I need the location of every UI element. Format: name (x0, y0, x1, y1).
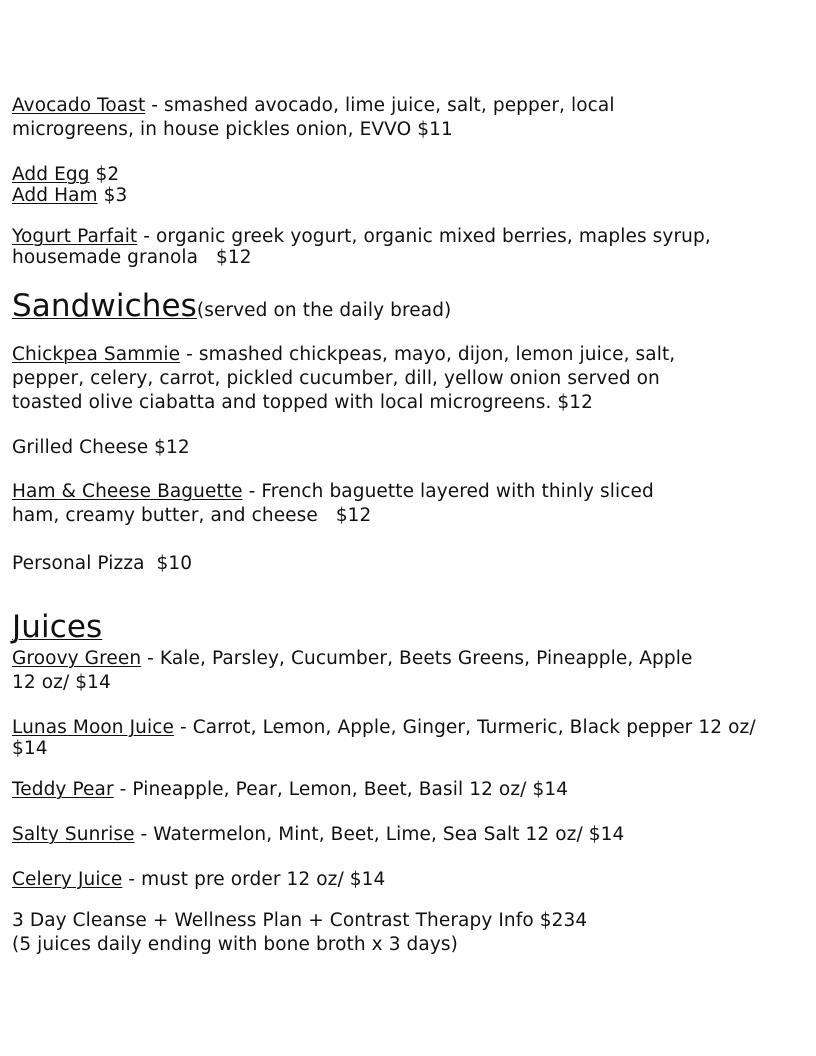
item-name: Avocado Toast (12, 95, 146, 116)
section-heading-juices (12, 610, 802, 644)
menu-item-salty-sunrise (12, 823, 802, 847)
menu-item-description-line: housemade granola $12 (12, 247, 252, 268)
menu-item-groovy-green (12, 647, 802, 671)
item-name: Lunas Moon Juice (12, 717, 174, 738)
menu-item-celery-juice (12, 868, 802, 892)
item-name: Ham & Cheese Baguette (12, 481, 243, 502)
menu-item-description-line: pepper, celery, carrot, pickled cucumber, dill, yellow onion served on (12, 368, 660, 389)
item-name: Teddy Pear (12, 779, 114, 800)
section-subtitle: (served on the daily bread) (196, 300, 452, 321)
item-name: Chickpea Sammie (12, 344, 181, 365)
menu-item-personal-pizza: Personal Pizza $10 (12, 553, 193, 574)
menu-item-cleanse: 3 Day Cleanse + Wellness Plan + Contrast Therapy Info $234 (12, 910, 588, 931)
menu-item-description-line: (5 juices daily ending with bone broth x 3 days) (12, 934, 458, 955)
item-description: - Watermelon, Mint, Beet, Lime, Sea Salt 12 oz/ $14 (134, 824, 625, 845)
menu-item-description-line: ham, creamy butter, and cheese $12 (12, 505, 372, 526)
item-name: Salty Sunrise (12, 824, 135, 845)
section-heading-sandwiches (12, 289, 802, 328)
menu-item-avocado-toast (12, 94, 802, 118)
add-on-ham (12, 184, 802, 208)
menu-item-chickpea-sammie (12, 343, 802, 367)
item-description: - Carrot, Lemon, Apple, Ginger, Turmeric, Black pepper 12 oz/ (173, 717, 756, 738)
section-title: Sandwiches (12, 288, 197, 324)
item-name: Groovy Green (12, 648, 142, 669)
menu-item-grilled-cheese: Grilled Cheese $12 (12, 437, 190, 458)
menu-item-ham-cheese-baguette (12, 480, 802, 504)
menu-item-description-line: $14 (12, 738, 48, 759)
item-description: - smashed chickpeas, mayo, dijon, lemon juice, salt, (180, 344, 676, 365)
add-on-name: Add Egg (12, 164, 90, 185)
item-description: - Kale, Parsley, Cucumber, Beets Greens, Pineapple, Apple (141, 648, 693, 669)
menu-item-description-line: 12 oz/ $14 (12, 672, 111, 693)
item-description: - Pineapple, Pear, Lemon, Beet, Basil 12 oz/ $14 (113, 779, 569, 800)
section-title: Juices (12, 609, 103, 645)
add-on-price: $3 (97, 185, 128, 206)
item-name: Yogurt Parfait (12, 226, 138, 247)
add-on-name: Add Ham (12, 185, 98, 206)
item-description: - smashed avocado, lime juice, salt, pepper, local (145, 95, 615, 116)
add-on-price: $2 (89, 164, 120, 185)
item-description: - must pre order 12 oz/ $14 (122, 869, 386, 890)
item-description: - French baguette layered with thinly sliced (242, 481, 654, 502)
menu-item-description-line: toasted olive ciabatta and topped with local microgreens. $12 (12, 392, 594, 413)
menu-item-description-line: microgreens, in house pickles onion, EVVO $11 (12, 119, 453, 140)
menu-item-teddy-pear (12, 778, 802, 802)
item-name: Celery Juice (12, 869, 123, 890)
item-description: - organic greek yogurt, organic mixed berries, maples syrup, (137, 226, 711, 247)
